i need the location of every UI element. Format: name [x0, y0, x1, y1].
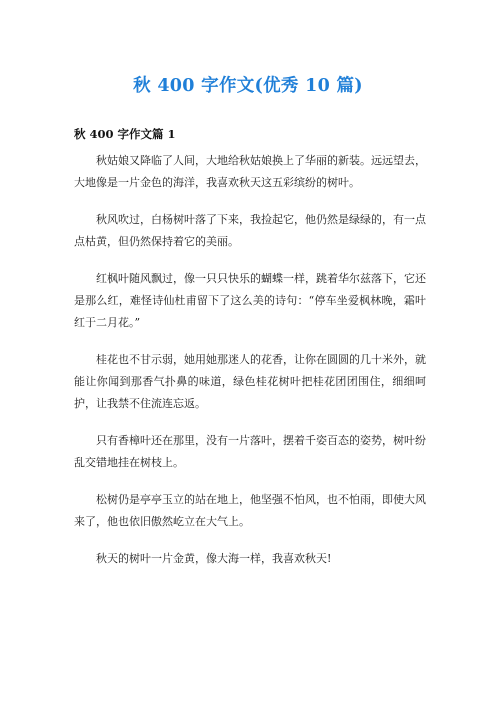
essay-body [74, 150, 426, 585]
section-heading: 秋 400 字作文篇 1 [74, 127, 176, 141]
document-title: 秋 400 字作文(优秀 10 篇) [133, 76, 363, 96]
paragraph-6: 松树仍是亭亭玉立的站在地上，他坚强不怕风，也不怕雨，即使大风来了，他也依旧傲然屹立在大气上。 [74, 493, 426, 528]
paragraph-3: 红枫叶随风飘过，像一只只快乐的蝴蝶一样，跳着华尔兹落下，它还是那么红，难怪诗仙杜甫留下了这么美的诗句：“停车坐爱枫林晚，霜叶红于二月花。” [74, 272, 426, 329]
paragraph-4: 桂花也不甘示弱，她用她那迷人的花香，让你在圆圆的几十米外，就能让你闻到那香气扑鼻的味道，绿色桂花树叶把桂花团团围住，细细呵护，让我禁不住流连忘返。 [74, 353, 426, 410]
paragraph-7: 秋天的树叶一片金黄，像大海一样，我喜欢秋天! [96, 552, 332, 565]
paragraph-1: 秋姑娘又降临了人间，大地给秋姑娘换上了华丽的新装。远远望去，大地像是一片金色的海洋，我喜欢秋天这五彩缤纷的树叶。 [74, 154, 426, 189]
paragraph-2: 秋风吹过，白杨树叶落了下来，我捡起它，他仍然是绿绿的，有一点点枯黄，但仍然保持着它的美丽。 [74, 213, 426, 248]
paragraph-5: 只有香樟叶还在那里，没有一片落叶，摆着千姿百态的姿势，树叶纷乱交错地挂在树枝上。 [74, 434, 426, 469]
